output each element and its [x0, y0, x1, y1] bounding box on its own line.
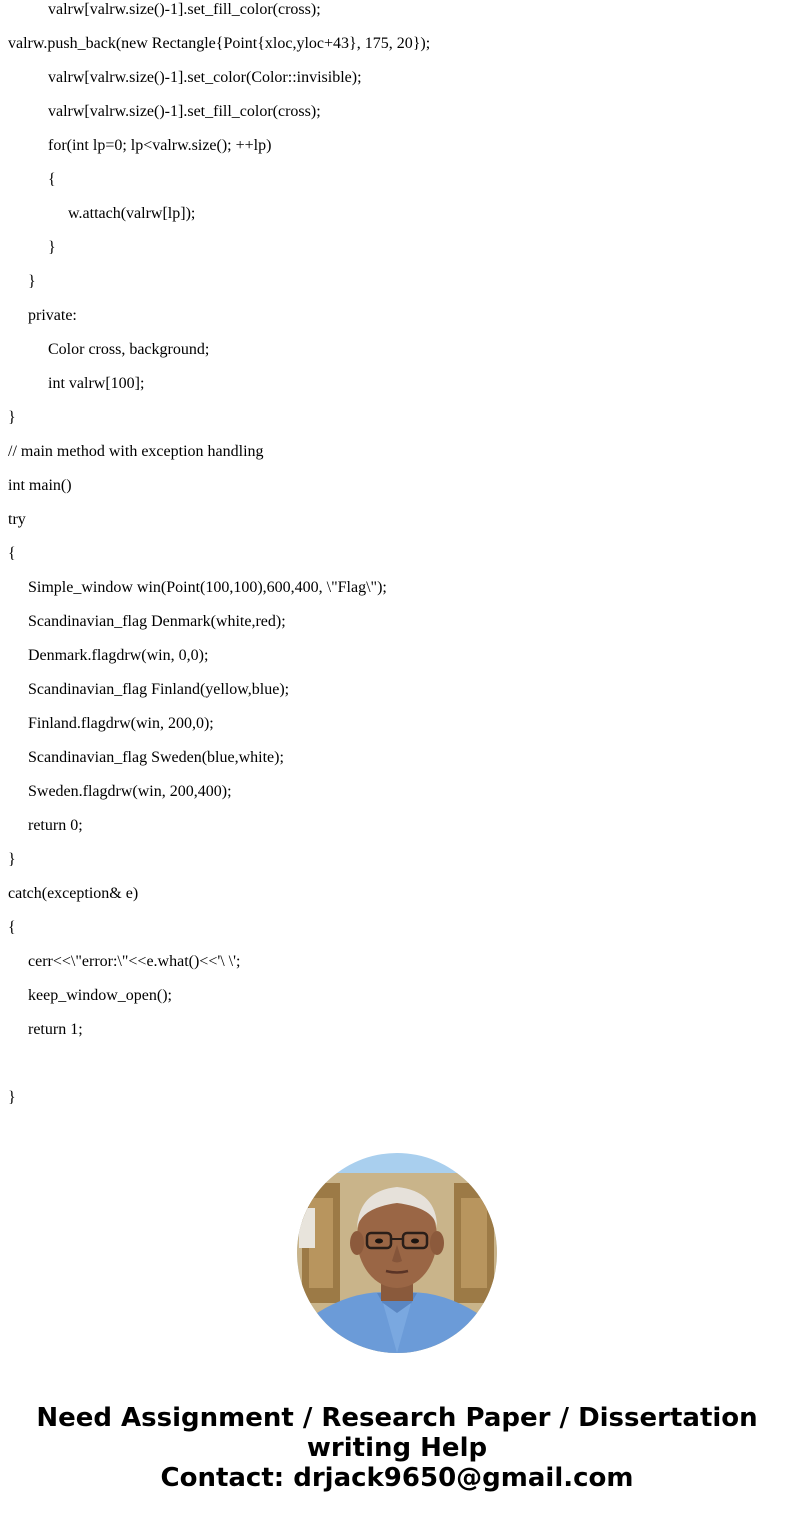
- code-line: Scandinavian_flag Finland(yellow,blue);: [28, 681, 290, 698]
- code-line: return 0;: [28, 817, 83, 834]
- avatar: [297, 1153, 497, 1353]
- code-line: }: [8, 851, 16, 868]
- code-line: {: [8, 919, 16, 936]
- code-line: }: [8, 1089, 16, 1106]
- code-line: valrw[valrw.size()-1].set_fill_color(cross);: [48, 103, 321, 120]
- code-line: // main method with exception handling: [8, 443, 264, 460]
- code-line: int main(): [8, 477, 72, 494]
- code-line: keep_window_open();: [28, 987, 172, 1004]
- code-line: Scandinavian_flag Sweden(blue,white);: [28, 749, 284, 766]
- code-line: Finland.flagdrw(win, 200,0);: [28, 715, 214, 732]
- code-line: }: [48, 239, 56, 256]
- code-line: valrw.push_back(new Rectangle{Point{xloc,yloc+43}, 175, 20});: [8, 35, 431, 52]
- cta-line-3: Contact: drjack9650@gmail.com: [160, 1463, 634, 1493]
- code-line: int valrw[100];: [48, 375, 145, 392]
- code-line: for(int lp=0; lp<valrw.size(); ++lp): [48, 137, 272, 154]
- code-line: catch(exception& e): [8, 885, 139, 902]
- code-line: private:: [28, 307, 77, 324]
- code-line: w.attach(valrw[lp]);: [68, 205, 196, 222]
- code-line: }: [8, 409, 16, 426]
- code-line: valrw[valrw.size()-1].set_fill_color(cross);: [48, 1, 321, 18]
- code-line: return 1;: [28, 1021, 83, 1038]
- code-line: {: [48, 171, 56, 188]
- code-line: try: [8, 511, 26, 528]
- cta-line-1: Need Assignment / Research Paper / Dissertation: [36, 1403, 758, 1433]
- code-line: {: [8, 545, 16, 562]
- code-line: Color cross, background;: [48, 341, 210, 358]
- author-photo: [297, 1153, 497, 1353]
- code-line: Simple_window win(Point(100,100),600,400, \"Flag\");: [28, 579, 387, 596]
- cta-line-2: writing Help: [306, 1433, 488, 1463]
- code-line: }: [28, 273, 36, 290]
- code-line: Scandinavian_flag Denmark(white,red);: [28, 613, 286, 630]
- code-line: valrw[valrw.size()-1].set_color(Color::invisible);: [48, 69, 362, 86]
- contact-banner: [0, 1403, 794, 1493]
- code-line: cerr<<\"error:\"<<e.what()<<'\ \';: [28, 953, 241, 970]
- code-line: Denmark.flagdrw(win, 0,0);: [28, 647, 209, 664]
- code-line: Sweden.flagdrw(win, 200,400);: [28, 783, 232, 800]
